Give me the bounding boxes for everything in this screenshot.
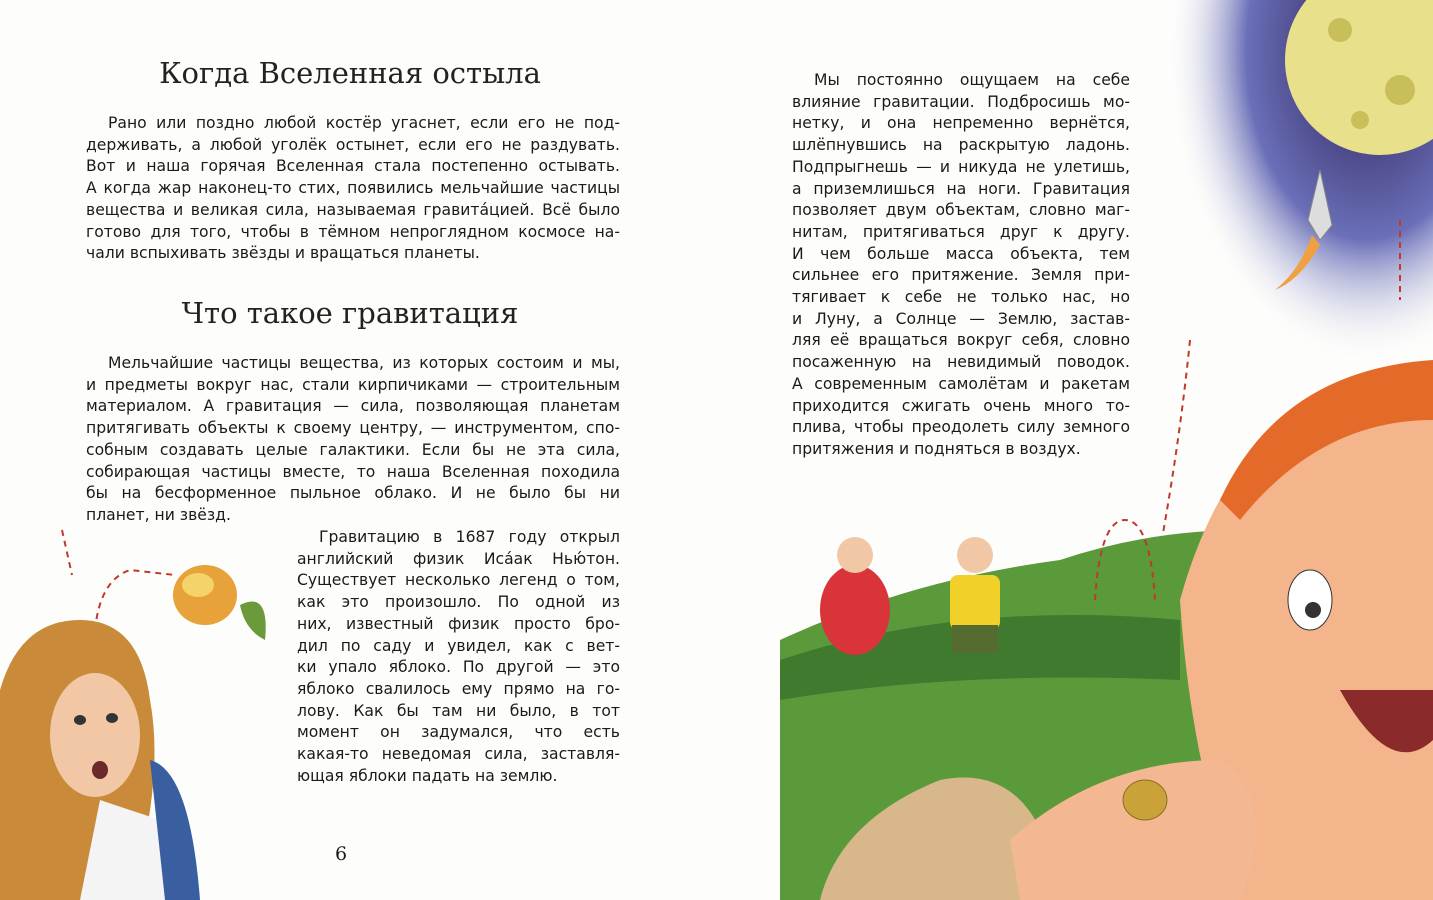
page-number: 6 bbox=[335, 843, 348, 865]
heading-when-universe-cooled: Когда Вселенная остыла bbox=[159, 56, 541, 90]
text-line: бы на бесформенное пыльное облако. И не было бы ни bbox=[86, 484, 620, 503]
text-line: какая-то неведомая сила, заставля- bbox=[297, 745, 620, 764]
text-line: Гравитацию в 1687 году открыл bbox=[319, 528, 620, 546]
text-line: яблоко свалилось ему прямо на го- bbox=[297, 679, 620, 698]
text-line: ющая яблоки падать на землю. bbox=[297, 766, 558, 785]
text-line: них, известный физик просто бро- bbox=[297, 614, 620, 633]
text-line: ки упало яблоко. По другой — это bbox=[297, 658, 620, 677]
text-line: английский физик Иса́ак Нью́тон. bbox=[297, 549, 620, 568]
text-line: лову. Как бы там ни было, в тот bbox=[297, 701, 620, 720]
text-line: собирающая частицы вместе, то наша Вселенная походила bbox=[86, 462, 620, 481]
text-line: позволяет двум объектам, словно маг- bbox=[792, 201, 1130, 220]
text-line: притяжения и подняться в воздух. bbox=[792, 439, 1081, 458]
text-line: Мельчайшие частицы вещества, из которых состоим и мы, bbox=[108, 354, 620, 372]
text-line: планет, ни звёзд. bbox=[86, 505, 231, 524]
text-line: Мы постоянно ощущаем на себе bbox=[814, 71, 1130, 89]
text-line: собным создавать целые галактики. Если бы не эта сила, bbox=[86, 440, 620, 459]
text-line: нетку, и она непременно вернётся, bbox=[792, 114, 1130, 133]
text-line: готово для того, чтобы в тёмном непроглядном космосе на- bbox=[86, 222, 620, 241]
text-line: момент он задумался, что есть bbox=[297, 723, 620, 742]
text-line: ляя её вращаться вокруг себя, словно bbox=[792, 331, 1130, 350]
text-line: чали вспыхивать звёзды и вращаться планеты. bbox=[86, 244, 480, 263]
paragraph-gravity-effects bbox=[792, 70, 1130, 461]
text-line: влияние гравитации. Подбросишь мо- bbox=[792, 92, 1130, 111]
text-line: нитам, притягиваться друг к другу. bbox=[792, 222, 1130, 241]
paragraph-newton bbox=[297, 527, 620, 787]
text-line: Подпрыгнешь — и никуда не улетишь, bbox=[792, 157, 1130, 176]
text-line: Вот и наша горячая Вселенная стала постепенно остывать. bbox=[86, 157, 620, 176]
text-line: притягивать объекты к своему центру, — инструментом, спо- bbox=[86, 419, 620, 438]
text-line: плива, чтобы преодолеть силу земного bbox=[792, 418, 1130, 437]
text-line: и предметы вокруг нас, стали кирпичиками — строительным bbox=[86, 375, 620, 394]
text-line: вещества и великая сила, называемая гравита́цией. Всё было bbox=[86, 200, 620, 219]
text-line: дил по саду и увидел, как с вет- bbox=[297, 636, 620, 655]
text-line: держивать, а любой уголёк остынет, если его не раздувать. bbox=[86, 135, 620, 154]
text-line: материалом. А гравитация — сила, позволяющая планетам bbox=[86, 397, 620, 416]
text-line: сильнее его притяжение. Земля при- bbox=[792, 266, 1130, 285]
newton-illustration bbox=[0, 520, 300, 900]
text-line: а приземлишься на ноги. Гравитация bbox=[792, 179, 1130, 198]
text-line: тягивает к себе не только нас, но bbox=[792, 288, 1130, 307]
text-line: А современным самолётам и ракетам bbox=[792, 374, 1130, 393]
paragraph-gravity bbox=[86, 353, 620, 527]
paragraph-cooling bbox=[86, 113, 620, 265]
text-line: Рано или поздно любой костёр угаснет, если его не под- bbox=[108, 114, 620, 132]
text-line: И чем больше масса объекта, тем bbox=[792, 244, 1130, 263]
text-line: приходится сжигать очень много то- bbox=[792, 396, 1130, 415]
text-line: как это произошло. По одной из bbox=[297, 593, 620, 612]
text-line: шлёпнувшись на раскрытую ладонь. bbox=[792, 136, 1130, 155]
heading-what-is-gravity: Что такое гравитация bbox=[181, 296, 519, 330]
text-line: А когда жар наконец-то стих, появились мельчайшие частицы bbox=[86, 179, 620, 198]
text-line: Существует несколько легенд о том, bbox=[297, 571, 620, 590]
text-line: посаженную на невидимый поводок. bbox=[792, 353, 1130, 372]
text-line: и Луну, а Солнце — Землю, застав- bbox=[792, 309, 1130, 328]
